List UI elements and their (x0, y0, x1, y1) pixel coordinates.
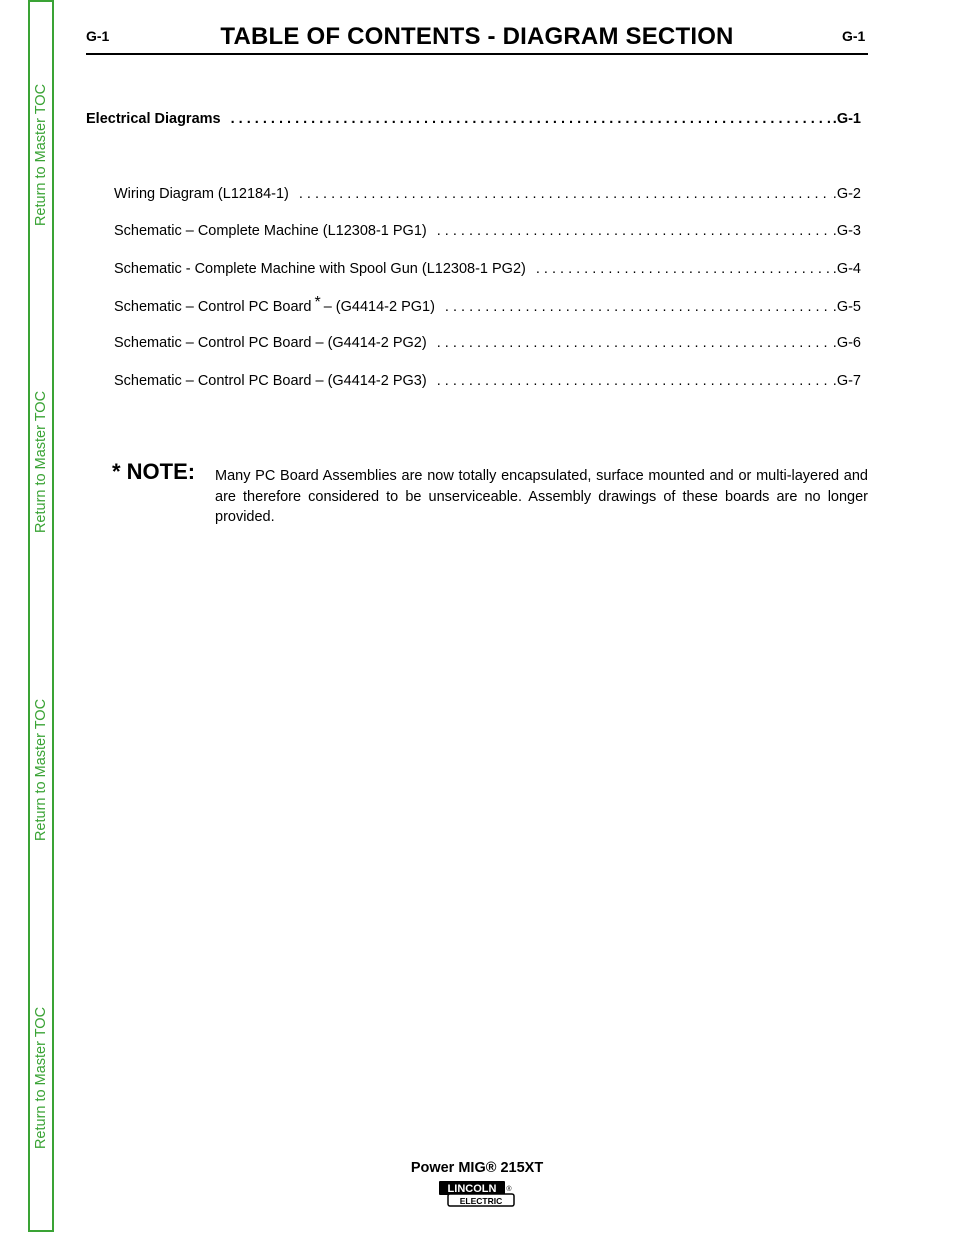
lincoln-electric-logo (438, 1180, 516, 1208)
toc-entry-label: Electrical Diagrams (86, 111, 221, 127)
toc-entry-label-pre: Schematic – Control PC Board (114, 299, 312, 315)
toc-entry-page: .G-3 (832, 223, 861, 239)
toc-entry-page: .G-1 (832, 111, 861, 127)
product-model: Power MIG® 215XT (410, 1160, 544, 1176)
return-to-master-toc-link-1[interactable]: Return to Master TOC (33, 83, 49, 227)
toc-entry-page: .G-4 (832, 261, 861, 277)
toc-entry-label-post: – (G4414-2 PG1) (323, 299, 435, 315)
toc-entry-wiring-diagram[interactable] (114, 186, 861, 202)
toc-entry-page: .G-2 (832, 186, 861, 202)
return-to-master-toc-link-4[interactable]: Return to Master TOC (33, 1006, 49, 1150)
section-code-left: G-1 (86, 28, 110, 44)
section-code-right: G-1 (842, 28, 866, 44)
logo-text-top: LINCOLN (447, 1183, 497, 1195)
leader-dots (437, 373, 832, 389)
toc-entry-control-pc-board-pg1[interactable] (114, 294, 861, 316)
toc-entry-page: .G-5 (832, 299, 861, 315)
toc-entry-label: Schematic – Control PC Board – (G4414-2 PG3) (114, 373, 427, 389)
toc-entry-schematic-spool-gun[interactable] (114, 261, 861, 277)
leader-dots (536, 261, 832, 277)
logo-registered-mark: ® (506, 1186, 512, 1193)
header-rule (86, 53, 868, 55)
leader-dots (437, 335, 832, 351)
toc-entry-page: .G-6 (832, 335, 861, 351)
note-heading: * NOTE: (112, 459, 196, 484)
toc-entry-label: Schematic – Control PC Board – (G4414-2 PG2) (114, 335, 427, 351)
page-title: TABLE OF CONTENTS - DIAGRAM SECTION (220, 23, 734, 50)
leader-dots (445, 299, 832, 315)
toc-entry-label: Schematic - Complete Machine with Spool Gun (L12308-1 PG2) (114, 261, 526, 277)
note-text: Many PC Board Assemblies are now totally encapsulated, surface mounted and or multi-layered and are therefore considered to be unserviceable. Assembly drawings of these boards are no longer provided. (215, 468, 868, 525)
return-to-master-toc-link-2[interactable]: Return to Master TOC (33, 390, 49, 534)
toc-entry-electrical-diagrams[interactable] (86, 111, 861, 127)
toc-entry-schematic-complete-machine[interactable] (114, 223, 861, 239)
logo-text-bottom: ELECTRIC (459, 1196, 503, 1206)
toc-entry-page: .G-7 (832, 373, 861, 389)
toc-entry-label: Wiring Diagram (L12184-1) (114, 186, 289, 202)
asterisk-marker: * (314, 294, 321, 311)
toc-entry-label (114, 294, 445, 316)
leader-dots (299, 186, 832, 202)
leader-dots (437, 223, 832, 239)
leader-dots (231, 111, 832, 127)
toc-entry-label: Schematic – Complete Machine (L12308-1 PG1) (114, 223, 427, 239)
toc-entry-control-pc-board-pg2[interactable] (114, 335, 861, 351)
toc-entry-control-pc-board-pg3[interactable] (114, 373, 861, 389)
return-to-master-toc-link-3[interactable]: Return to Master TOC (33, 698, 49, 842)
